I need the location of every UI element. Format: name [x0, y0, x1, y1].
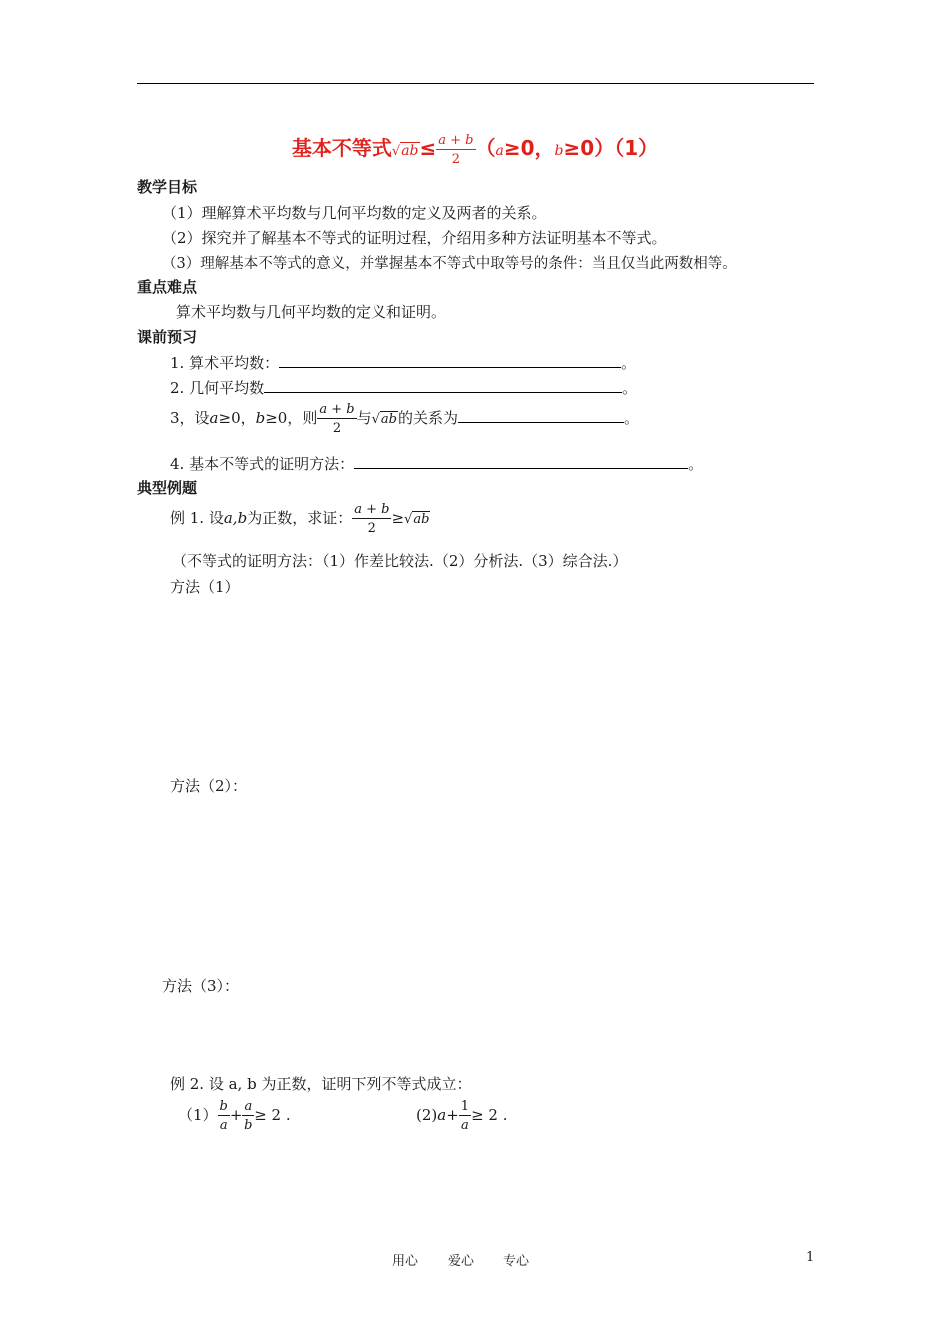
preview-item-4: 4. 基本不等式的证明方法： 。 — [170, 455, 704, 473]
goals-heading: 教学目标 — [137, 178, 198, 196]
example-1-fraction: $\frac{a + b}{2}$ — [354, 502, 390, 536]
footer-motto-2: 爱心 — [448, 1254, 475, 1269]
ex2-fraction-1-over-a: $\frac{1}{a}$ — [460, 1099, 470, 1133]
preview-item-1: 1. 算术平均数： 。 — [170, 354, 637, 372]
title-sqrt: √ab — [391, 143, 419, 159]
title-fraction: $\frac{a + b}{2}$ — [438, 132, 474, 167]
example-2-part-2: (2)a+ $\frac{1}{a}$ ≥ 2 . — [416, 1099, 508, 1133]
title-relation: ≤ — [419, 136, 437, 160]
header-rule — [137, 83, 814, 84]
ex2-fraction-b-over-a: $\frac{b}{a}$ — [219, 1099, 228, 1133]
example-1: 例 1. 设a,b为正数，求证： $\frac{a + b}{2}$ ≥√ab — [170, 502, 430, 536]
preview-fraction: $\frac{a + b}{2}$ — [319, 402, 355, 436]
answer-blank-2[interactable] — [264, 378, 622, 393]
preview-heading: 课前预习 — [137, 328, 198, 346]
answer-blank-1[interactable] — [279, 353, 621, 368]
goal-1: （1）理解算术平均数与几何平均数的定义及两者的关系。 — [162, 204, 547, 222]
key-heading: 重点难点 — [137, 278, 198, 296]
ex2-fraction-a-over-b: $\frac{a}{b}$ — [244, 1099, 253, 1133]
page-title: 基本不等式√ab≤ $\frac{a + b}{2}$ （a≥0，b≥0）（1） — [291, 132, 659, 167]
method-2-label: 方法（2）： — [170, 777, 248, 795]
method-3-label: 方法（3）： — [162, 977, 240, 995]
proof-methods-note: （不等式的证明方法：（1）作差比较法.（2）分析法.（3）综合法.） — [172, 552, 628, 570]
answer-blank-4[interactable] — [354, 454, 688, 469]
preview-item-2: 2. 几何平均数 。 — [170, 379, 638, 397]
example-2-part-1: （1） $\frac{b}{a}$ + $\frac{a}{b}$ ≥ 2 . — [178, 1099, 291, 1133]
key-text: 算术平均数与几何平均数的定义和证明。 — [176, 303, 447, 321]
answer-blank-3[interactable] — [458, 408, 624, 423]
example-1-sqrt: √ab — [404, 512, 430, 527]
examples-heading: 典型例题 — [137, 479, 198, 497]
goal-2: （2）探究并了解基本不等式的证明过程，介绍用多种方法证明基本不等式。 — [162, 229, 667, 247]
preview-sqrt: √ab — [371, 412, 397, 427]
method-1-label: 方法（1） — [170, 578, 240, 596]
page-number: 1 — [806, 1250, 815, 1265]
footer-motto-3: 专心 — [503, 1254, 530, 1269]
title-text: 基本不等式 — [291, 136, 392, 160]
footer-motto-1: 用心 — [392, 1254, 419, 1269]
example-2: 例 2. 设 a, b 为正数，证明下列不等式成立： — [170, 1075, 472, 1093]
preview-item-3: 3，设a≥0，b≥0，则 $\frac{a + b}{2}$ 与√ab的关系为 。 — [170, 402, 640, 436]
goal-3: （3）理解基本不等式的意义，并掌握基本不等式中取等号的条件：当且仅当此两数相等。 — [162, 256, 737, 272]
